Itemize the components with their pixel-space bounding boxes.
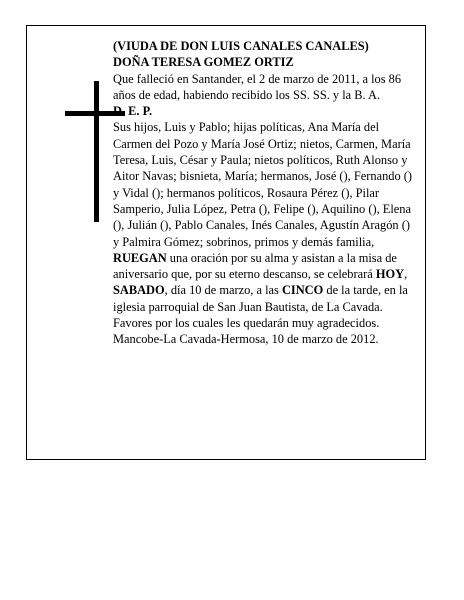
death-info: Que falleció en Santander, el 2 de marzo de 2011, a los 86 años de edad, habiendo recibido los SS. SS. y la B. A. (113, 71, 402, 102)
request-sep: , (404, 267, 408, 282)
family-list: Sus hijos, Luis y Pablo; hijas políticas, Ana María del Carmen del Pozo y María José Ortiz; nietos, Carmen, María Teresa, Luis, César y Paula; nietos políticos, Ruth Alonso y Aitor Navas; bisnieta, María; hermanos, José (), Fernando () y Vidal (); hermanos políticos, Rosaura Pérez (), Pilar Samperio, Julia López, Petra (), Felipe (), Aquilino (), Elena (), Julián (), Pablo Canales, Inés Canales, Agustín Aragón () y Palmira Gómez; sobrinos, primos y demás familia, (113, 120, 413, 249)
header-widow-of: (VIUDA DE DON LUIS CANALES CANALES) (113, 39, 369, 53)
mass-request (113, 250, 416, 331)
dep-line: D. E. P. (113, 104, 153, 119)
request-text-3: de la tarde, en la iglesia parroquial de San Juan Bautista, de La Cavada. Favores por los cuales les quedarán muy agradecidos. (113, 283, 408, 331)
request-text-1: una oración por su alma y asistan a la misa de aniversario que, por su eterno descanso, se celebrará (113, 250, 397, 282)
cross-icon-vertical (94, 81, 99, 222)
ruegan-word: RUEGAN (113, 250, 167, 265)
cinco-word: CINCO (281, 283, 324, 298)
notice-text (113, 38, 416, 348)
request-text-2: , día 10 de marzo, a las (164, 283, 282, 298)
deceased-name: DOÑA TERESA GOMEZ ORTIZ (113, 55, 294, 70)
sabado-word: SABADO (113, 283, 165, 298)
hoy-word: HOY (375, 267, 405, 282)
footer-place-date: Mancobe-La Cavada-Hermosa, 10 de marzo de 2012. (113, 332, 379, 347)
